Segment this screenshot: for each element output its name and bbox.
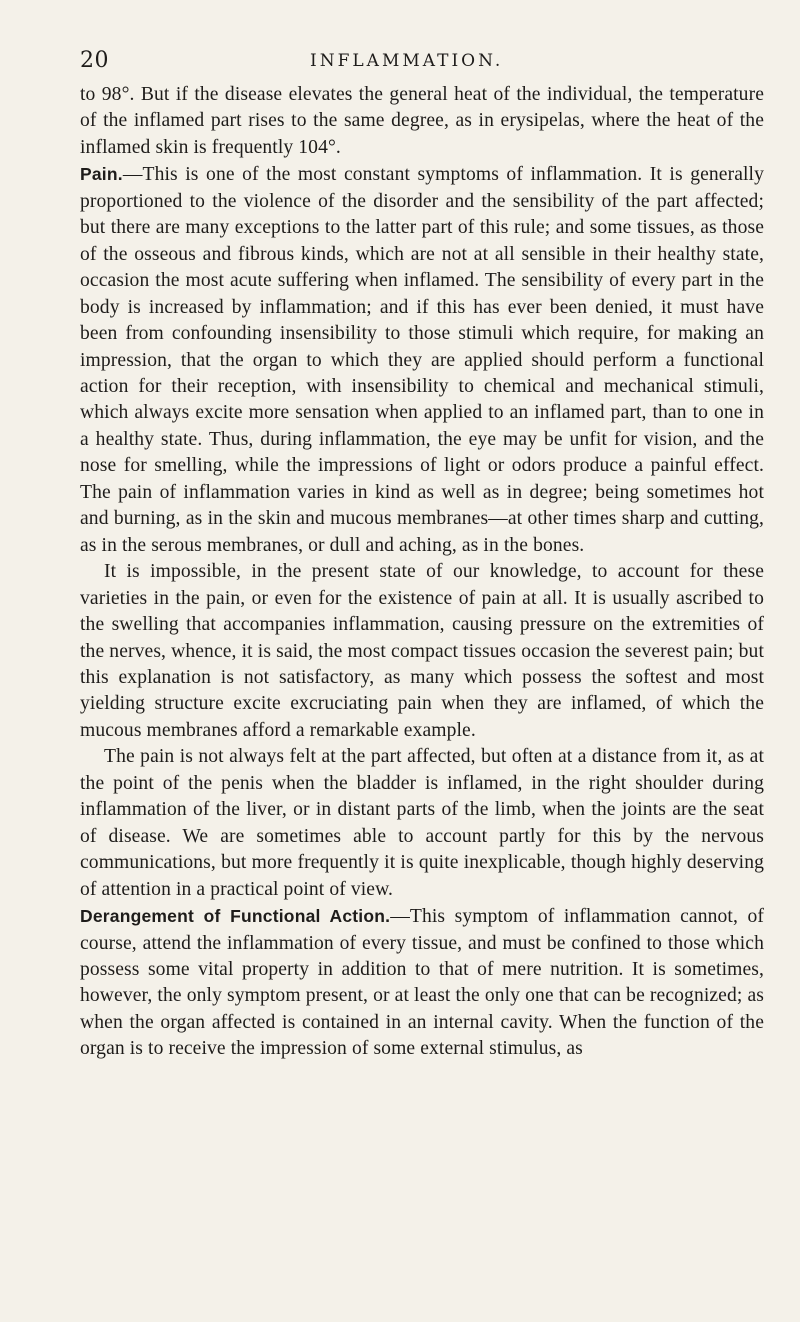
- body-text: [80, 82, 764, 1063]
- paragraph-text: to 98°. But if the disease elevates the general heat of the individual, the temperature of the inflamed part rises to the same degree, as in erysipelas, where the heat of the inflamed skin is frequently 104°.: [80, 84, 764, 158]
- paragraph-text: —This symptom of inflammation cannot, of course, attend the inflammation of every tissue, and must be confined to those which possess some vital property in addition to that of mere nutrition. It is sometimes, however, the only symptom present, or at least the only one that can be recognized; as when the organ affected is contained in an internal cavity. When the function of the organ is to receive the impression of some external stimulus, as: [80, 906, 764, 1060]
- paragraph-pain-varieties: [80, 559, 764, 744]
- section-heading-pain: Pain.: [80, 164, 123, 185]
- paragraph-text: The pain is not always felt at the part affected, but often at a distance from it, as at the point of the penis when the bladder is inflamed, in the right shoulder during inflammation of the liver, or in distant parts of the limb, when the joints are the seat of disease. We are sometimes able to account partly for this by the nervous communications, but more frequently it is quite inexplicable, though highly deserving of attention in a practical point of view.: [80, 746, 764, 900]
- running-title: INFLAMMATION.: [310, 51, 504, 71]
- paragraph-text: —This is one of the most constant symptoms of inflammation. It is generally proportioned to the violence of the disorder and the sensibility of the part affected; but there are many exceptions to the latter part of this rule; and some tissues, as those of the osseous and fibrous kinds, which are not at all sensible in their healthy state, occasion the most acute suffering when inflamed. The sensibility of every part in the body is increased by inflammation; and if this has ever been denied, it must have been from confounding insensibility to those stimuli which require, for making an impression, that the organ to which they are applied should perform a functional action for their reception, with insensibility to chemical and mechanical stimuli, which always excite more sensation when applied to an inflamed part, than to one in a healthy state. Thus, during inflammation, the eye may be unfit for vision, and the nose for smelling, while the impressions of light or odors produce a painful effect. The pain of inflammation varies in kind as well as in degree; being sometimes hot and burning, as in the skin and mucous membranes—at other times sharp and cutting, as in the serous membranes, or dull and aching, as in the bones.: [80, 164, 764, 556]
- paragraph-continuation: [80, 82, 764, 161]
- paragraph-functional-action: [80, 903, 764, 1063]
- running-head: [80, 48, 764, 73]
- paragraph-pain: [80, 161, 764, 559]
- section-heading-functional-action: Derangement of Functional Action.: [80, 906, 391, 927]
- paragraph-pain-distance: [80, 744, 764, 903]
- page-number: 20: [80, 48, 109, 73]
- paragraph-text: It is impossible, in the present state of our knowledge, to account for these varieties in the pain, or even for the existence of pain at all. It is usually ascribed to the swelling that accompanies inflammation, causing pressure on the extremities of the nerves, whence, it is said, the most compact tissues occasion the severest pain; but this explanation is not satisfactory, as many which possess the softest and most yielding structure excite excruciating pain when they are inflamed, of which the mucous membranes afford a remarkable example.: [80, 561, 764, 741]
